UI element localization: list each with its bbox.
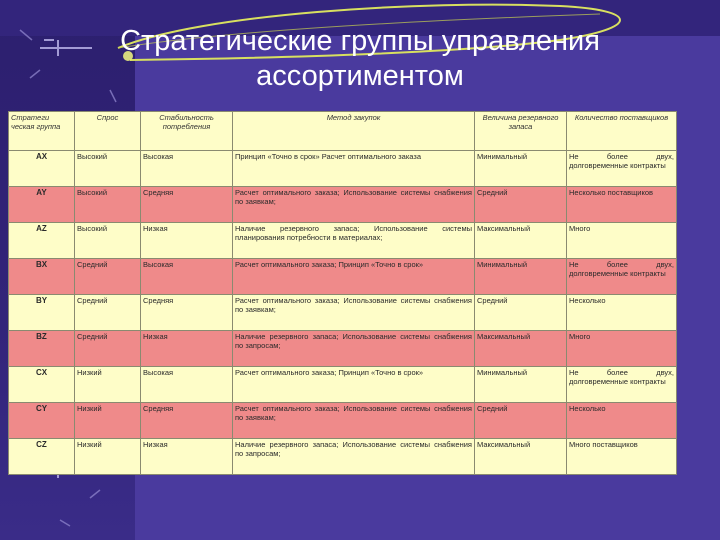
cell-reserve: Максимальный xyxy=(475,223,567,259)
cell-stability: Высокая xyxy=(141,259,233,295)
header-reserve: Величина резервного запаса xyxy=(475,112,567,151)
cell-reserve: Минимальный xyxy=(475,151,567,187)
cell-method: Расчет оптимального заказа; Использование системы снабжения по заявкам; xyxy=(233,403,475,439)
cell-stability: Средняя xyxy=(141,295,233,331)
table-row xyxy=(9,403,677,439)
cell-group: BX xyxy=(9,259,75,295)
cell-suppliers: Несколько xyxy=(567,403,677,439)
cell-group: AY xyxy=(9,187,75,223)
header-demand: Спрос xyxy=(75,112,141,151)
cell-method: Наличие резервного запаса; Использование системы снабжения по запросам; xyxy=(233,439,475,475)
cell-stability: Высокая xyxy=(141,151,233,187)
table-row xyxy=(9,295,677,331)
cell-stability: Высокая xyxy=(141,367,233,403)
cell-reserve: Средний xyxy=(475,295,567,331)
cell-demand: Средний xyxy=(75,295,141,331)
table-row xyxy=(9,259,677,295)
cell-method: Расчет оптимального заказа; Принцип «Точно в срок» xyxy=(233,367,475,403)
table-row xyxy=(9,187,677,223)
cell-reserve: Максимальный xyxy=(475,439,567,475)
cell-stability: Низкая xyxy=(141,439,233,475)
header-method: Метод закупок xyxy=(233,112,475,151)
cell-stability: Низкая xyxy=(141,331,233,367)
cell-suppliers: Много xyxy=(567,223,677,259)
cell-method: Расчет оптимального заказа; Принцип «Точно в срок» xyxy=(233,259,475,295)
table-row xyxy=(9,439,677,475)
cell-suppliers: Не более двух, долговременные контракты xyxy=(567,259,677,295)
cell-demand: Средний xyxy=(75,259,141,295)
table-row xyxy=(9,331,677,367)
table-row xyxy=(9,223,677,259)
slide-title xyxy=(90,24,630,94)
title-line-2: ассортиментом xyxy=(256,60,464,92)
cell-demand: Средний xyxy=(75,331,141,367)
cell-group: AZ xyxy=(9,223,75,259)
cell-group: AX xyxy=(9,151,75,187)
cell-stability: Средняя xyxy=(141,403,233,439)
cell-demand: Высокий xyxy=(75,223,141,259)
cell-reserve: Минимальный xyxy=(475,259,567,295)
table-row xyxy=(9,367,677,403)
cell-method: Наличие резервного запаса; Использование системы планирования потребности в материалах; xyxy=(233,223,475,259)
cell-reserve: Средний xyxy=(475,403,567,439)
cell-method: Расчет оптимального заказа; Использование системы снабжения по заявкам; xyxy=(233,187,475,223)
header-group: Стратеги ческая группа xyxy=(9,112,75,151)
cell-demand: Низкий xyxy=(75,439,141,475)
table-row xyxy=(9,151,677,187)
cell-method: Принцип «Точно в срок» Расчет оптимального заказа xyxy=(233,151,475,187)
cell-group: CY xyxy=(9,403,75,439)
table-body xyxy=(9,151,677,475)
cell-reserve: Минимальный xyxy=(475,367,567,403)
cell-demand: Высокий xyxy=(75,151,141,187)
cell-suppliers: Много поставщиков xyxy=(567,439,677,475)
cell-reserve: Максимальный xyxy=(475,331,567,367)
cell-demand: Высокий xyxy=(75,187,141,223)
cell-suppliers: Не более двух, долговременные контракты xyxy=(567,151,677,187)
cell-method: Наличие резервного запаса; Использование системы снабжения по запросам; xyxy=(233,331,475,367)
cell-suppliers: Много xyxy=(567,331,677,367)
cell-group: CX xyxy=(9,367,75,403)
cell-stability: Средняя xyxy=(141,187,233,223)
cell-group: BY xyxy=(9,295,75,331)
cell-group: BZ xyxy=(9,331,75,367)
cell-suppliers: Несколько xyxy=(567,295,677,331)
cell-demand: Низкий xyxy=(75,367,141,403)
cell-reserve: Средний xyxy=(475,187,567,223)
header-stability: Стабильность потребления xyxy=(141,112,233,151)
cell-group: CZ xyxy=(9,439,75,475)
cell-method: Расчет оптимального заказа; Использование системы снабжения по заявкам; xyxy=(233,295,475,331)
cell-suppliers: Несколько поставщиков xyxy=(567,187,677,223)
cell-suppliers: Не более двух, долговременные контракты xyxy=(567,367,677,403)
cell-demand: Низкий xyxy=(75,403,141,439)
header-suppliers: Количество поставщиков xyxy=(567,112,677,151)
title-line-1: Стратегические группы управления xyxy=(120,25,600,57)
assortment-table xyxy=(8,111,676,467)
cell-stability: Низкая xyxy=(141,223,233,259)
